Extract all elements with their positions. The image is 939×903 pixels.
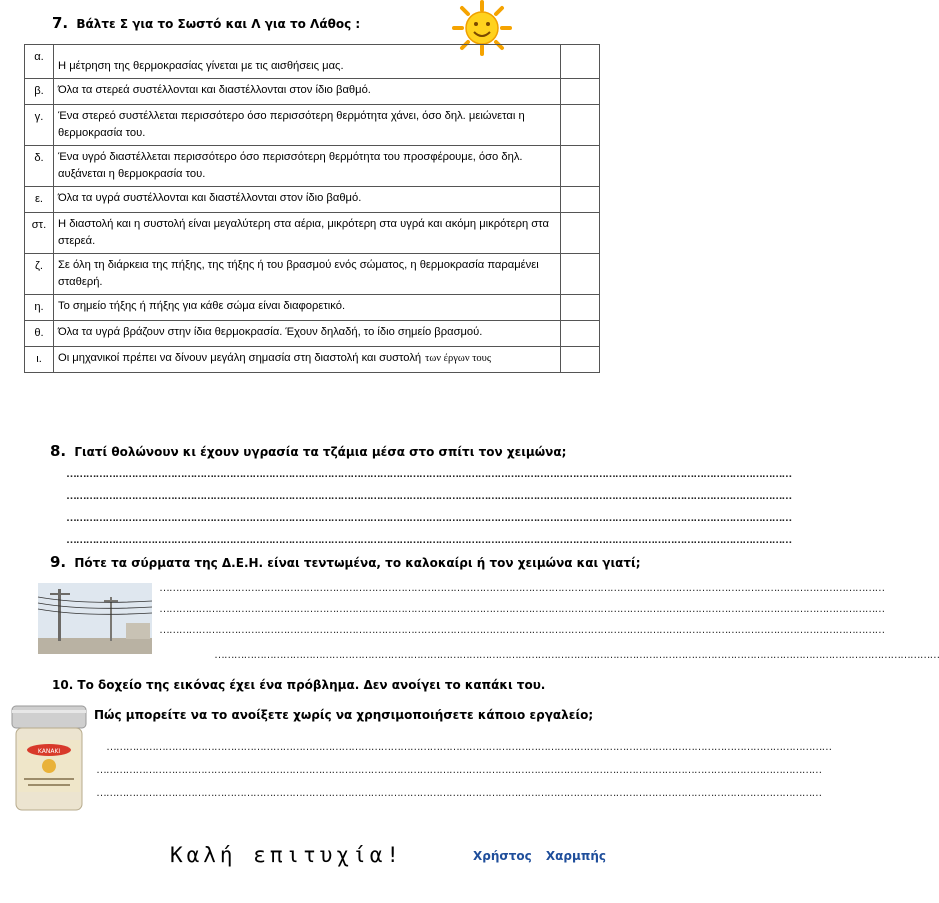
statement-letter: στ. xyxy=(25,213,54,254)
q8-answer-line-3[interactable]: …………………………………………………………………………………………………………………………………………………………………………………………………… xyxy=(66,512,792,524)
q8-answer-line-1[interactable]: …………………………………………………………………………………………………………………………………………………………………………………………………… xyxy=(66,468,792,480)
q10-answer-line-3[interactable]: …………………………………………………………………………………………………………………………………………………………………………………………………… xyxy=(96,787,822,799)
statement-row xyxy=(25,79,600,105)
q9-number: 9. xyxy=(50,553,67,571)
answer-box[interactable] xyxy=(561,347,600,373)
power-lines-photo xyxy=(38,583,152,654)
statement-row xyxy=(25,105,600,146)
q10-subtitle: Πώς μπορείτε να το ανοίξετε χωρίς να χρησιμοποιήσετε κάποιο εργαλείο; xyxy=(94,708,594,722)
q8-number: 8. xyxy=(50,442,67,460)
q9-heading xyxy=(50,553,641,571)
statement-text xyxy=(54,347,561,373)
statement-row xyxy=(25,146,600,187)
q8-answer-line-4[interactable]: …………………………………………………………………………………………………………………………………………………………………………………………………… xyxy=(66,534,792,546)
statement-letter: α. xyxy=(25,45,54,79)
jar-label: ΚΑΝΑΚΙ xyxy=(37,748,61,755)
statement-text-main: Σε όλη τη διάρκεια της πήξης, της τήξης ή του βρασμού ενός σώματος, η θερμοκρασία παραμένει σταθερή. xyxy=(58,259,539,288)
answer-box[interactable] xyxy=(561,45,600,79)
statement-row xyxy=(25,347,600,373)
statement-text xyxy=(54,105,561,146)
statement-text xyxy=(54,187,561,213)
statement-text xyxy=(54,213,561,254)
statement-text xyxy=(54,146,561,187)
q7-heading xyxy=(52,14,360,32)
statement-text-main: Όλα τα στερεά συστέλλονται και διαστέλλονται στον ίδιο βαθμό. xyxy=(58,84,371,96)
good-luck-message: Καλή επιτυχία! xyxy=(170,843,404,867)
statement-letter: ι. xyxy=(25,347,54,373)
statement-letter: η. xyxy=(25,295,54,321)
statement-row xyxy=(25,321,600,347)
statement-text-main: Ένα υγρό διαστέλλεται περισσότερο όσο περισσότερη θερμότητα του προσφέρουμε, όσο δηλ. αυξάνεται η θερμοκρασία του. xyxy=(58,151,523,180)
statement-letter: ε. xyxy=(25,187,54,213)
statement-row xyxy=(25,187,600,213)
answer-box[interactable] xyxy=(561,295,600,321)
true-false-table xyxy=(24,44,600,373)
statement-letter: ζ. xyxy=(25,254,54,295)
answer-box[interactable] xyxy=(561,254,600,295)
statement-text-main: Όλα τα υγρά συστέλλονται και διαστέλλονται στον ίδιο βαθμό. xyxy=(58,192,362,204)
statement-letter: θ. xyxy=(25,321,54,347)
statement-text-main: Η μέτρηση της θερμοκρασίας γίνεται με τις αισθήσεις μας. xyxy=(58,60,344,72)
answer-box[interactable] xyxy=(561,187,600,213)
statement-text xyxy=(54,79,561,105)
q7-number: 7. xyxy=(52,14,69,32)
statement-row xyxy=(25,295,600,321)
answer-box[interactable] xyxy=(561,213,600,254)
q9-answer-line-1[interactable]: …………………………………………………………………………………………………………………………………………………………………………………………………… xyxy=(159,582,885,594)
jar-photo xyxy=(6,700,92,814)
author-name: Χρήστος Χαρμπής xyxy=(473,849,606,863)
q7-title: Βάλτε Σ για το Σωστό και Λ για το Λάθος : xyxy=(76,17,361,31)
statement-letter: β. xyxy=(25,79,54,105)
statement-text xyxy=(54,254,561,295)
answer-box[interactable] xyxy=(561,146,600,187)
statement-text-main: Η διαστολή και η συστολή είναι μεγαλύτερη στα αέρια, μικρότερη στα υγρά και ακόμη μικρότερη στα στερεά. xyxy=(58,218,549,247)
q8-heading xyxy=(50,442,566,460)
statement-text-main: Ένα στερεό συστέλλεται περισσότερο όσο περισσότερη θερμότητα χάνει, όσο δηλ. μειώνεται η θερμοκρασία του. xyxy=(58,110,525,139)
statement-letter: δ. xyxy=(25,146,54,187)
q10-answer-line-2[interactable]: …………………………………………………………………………………………………………………………………………………………………………………………………… xyxy=(96,764,822,776)
q8-title: Γιατί θολώνουν κι έχουν υγρασία τα τζάμια μέσα στο σπίτι τον χειμώνα; xyxy=(74,445,567,459)
q9-answer-line-4[interactable]: …………………………………………………………………………………………………………………………………………………………………………………………………… xyxy=(214,649,939,661)
q8-answer-line-2[interactable]: …………………………………………………………………………………………………………………………………………………………………………………………………… xyxy=(66,490,792,502)
statement-text-main: Όλα τα υγρά βράζουν στην ίδια θερμοκρασία. Έχουν δηλαδή, το ίδιο σημείο βρασμού. xyxy=(58,326,483,338)
statement-text-tail: των έργων τους xyxy=(425,353,492,364)
statement-row xyxy=(25,45,600,79)
statement-text xyxy=(54,45,561,79)
statement-letter: γ. xyxy=(25,105,54,146)
q10-title: 10. Το δοχείο της εικόνας έχει ένα πρόβλημα. Δεν ανοίγει το καπάκι του. xyxy=(52,678,546,692)
q9-answer-line-2[interactable]: …………………………………………………………………………………………………………………………………………………………………………………………………… xyxy=(159,603,885,615)
q9-title: Πότε τα σύρματα της Δ.Ε.Η. είναι τεντωμένα, το καλοκαίρι ή τον χειμώνα και γιατί; xyxy=(74,556,641,570)
answer-box[interactable] xyxy=(561,321,600,347)
statement-text xyxy=(54,295,561,321)
statement-row xyxy=(25,213,600,254)
statement-row xyxy=(25,254,600,295)
statement-text xyxy=(54,321,561,347)
q10-answer-line-1[interactable]: …………………………………………………………………………………………………………………………………………………………………………………………………… xyxy=(106,741,832,753)
answer-box[interactable] xyxy=(561,105,600,146)
statement-text-main: Οι μηχανικοί πρέπει να δίνουν μεγάλη σημασία στη διαστολή και συστολή xyxy=(58,352,422,364)
answer-box[interactable] xyxy=(561,79,600,105)
statement-text-main: Το σημείο τήξης ή πήξης για κάθε σώμα είναι διαφορετικό. xyxy=(58,300,346,312)
q9-answer-line-3[interactable]: …………………………………………………………………………………………………………………………………………………………………………………………………… xyxy=(159,624,885,636)
